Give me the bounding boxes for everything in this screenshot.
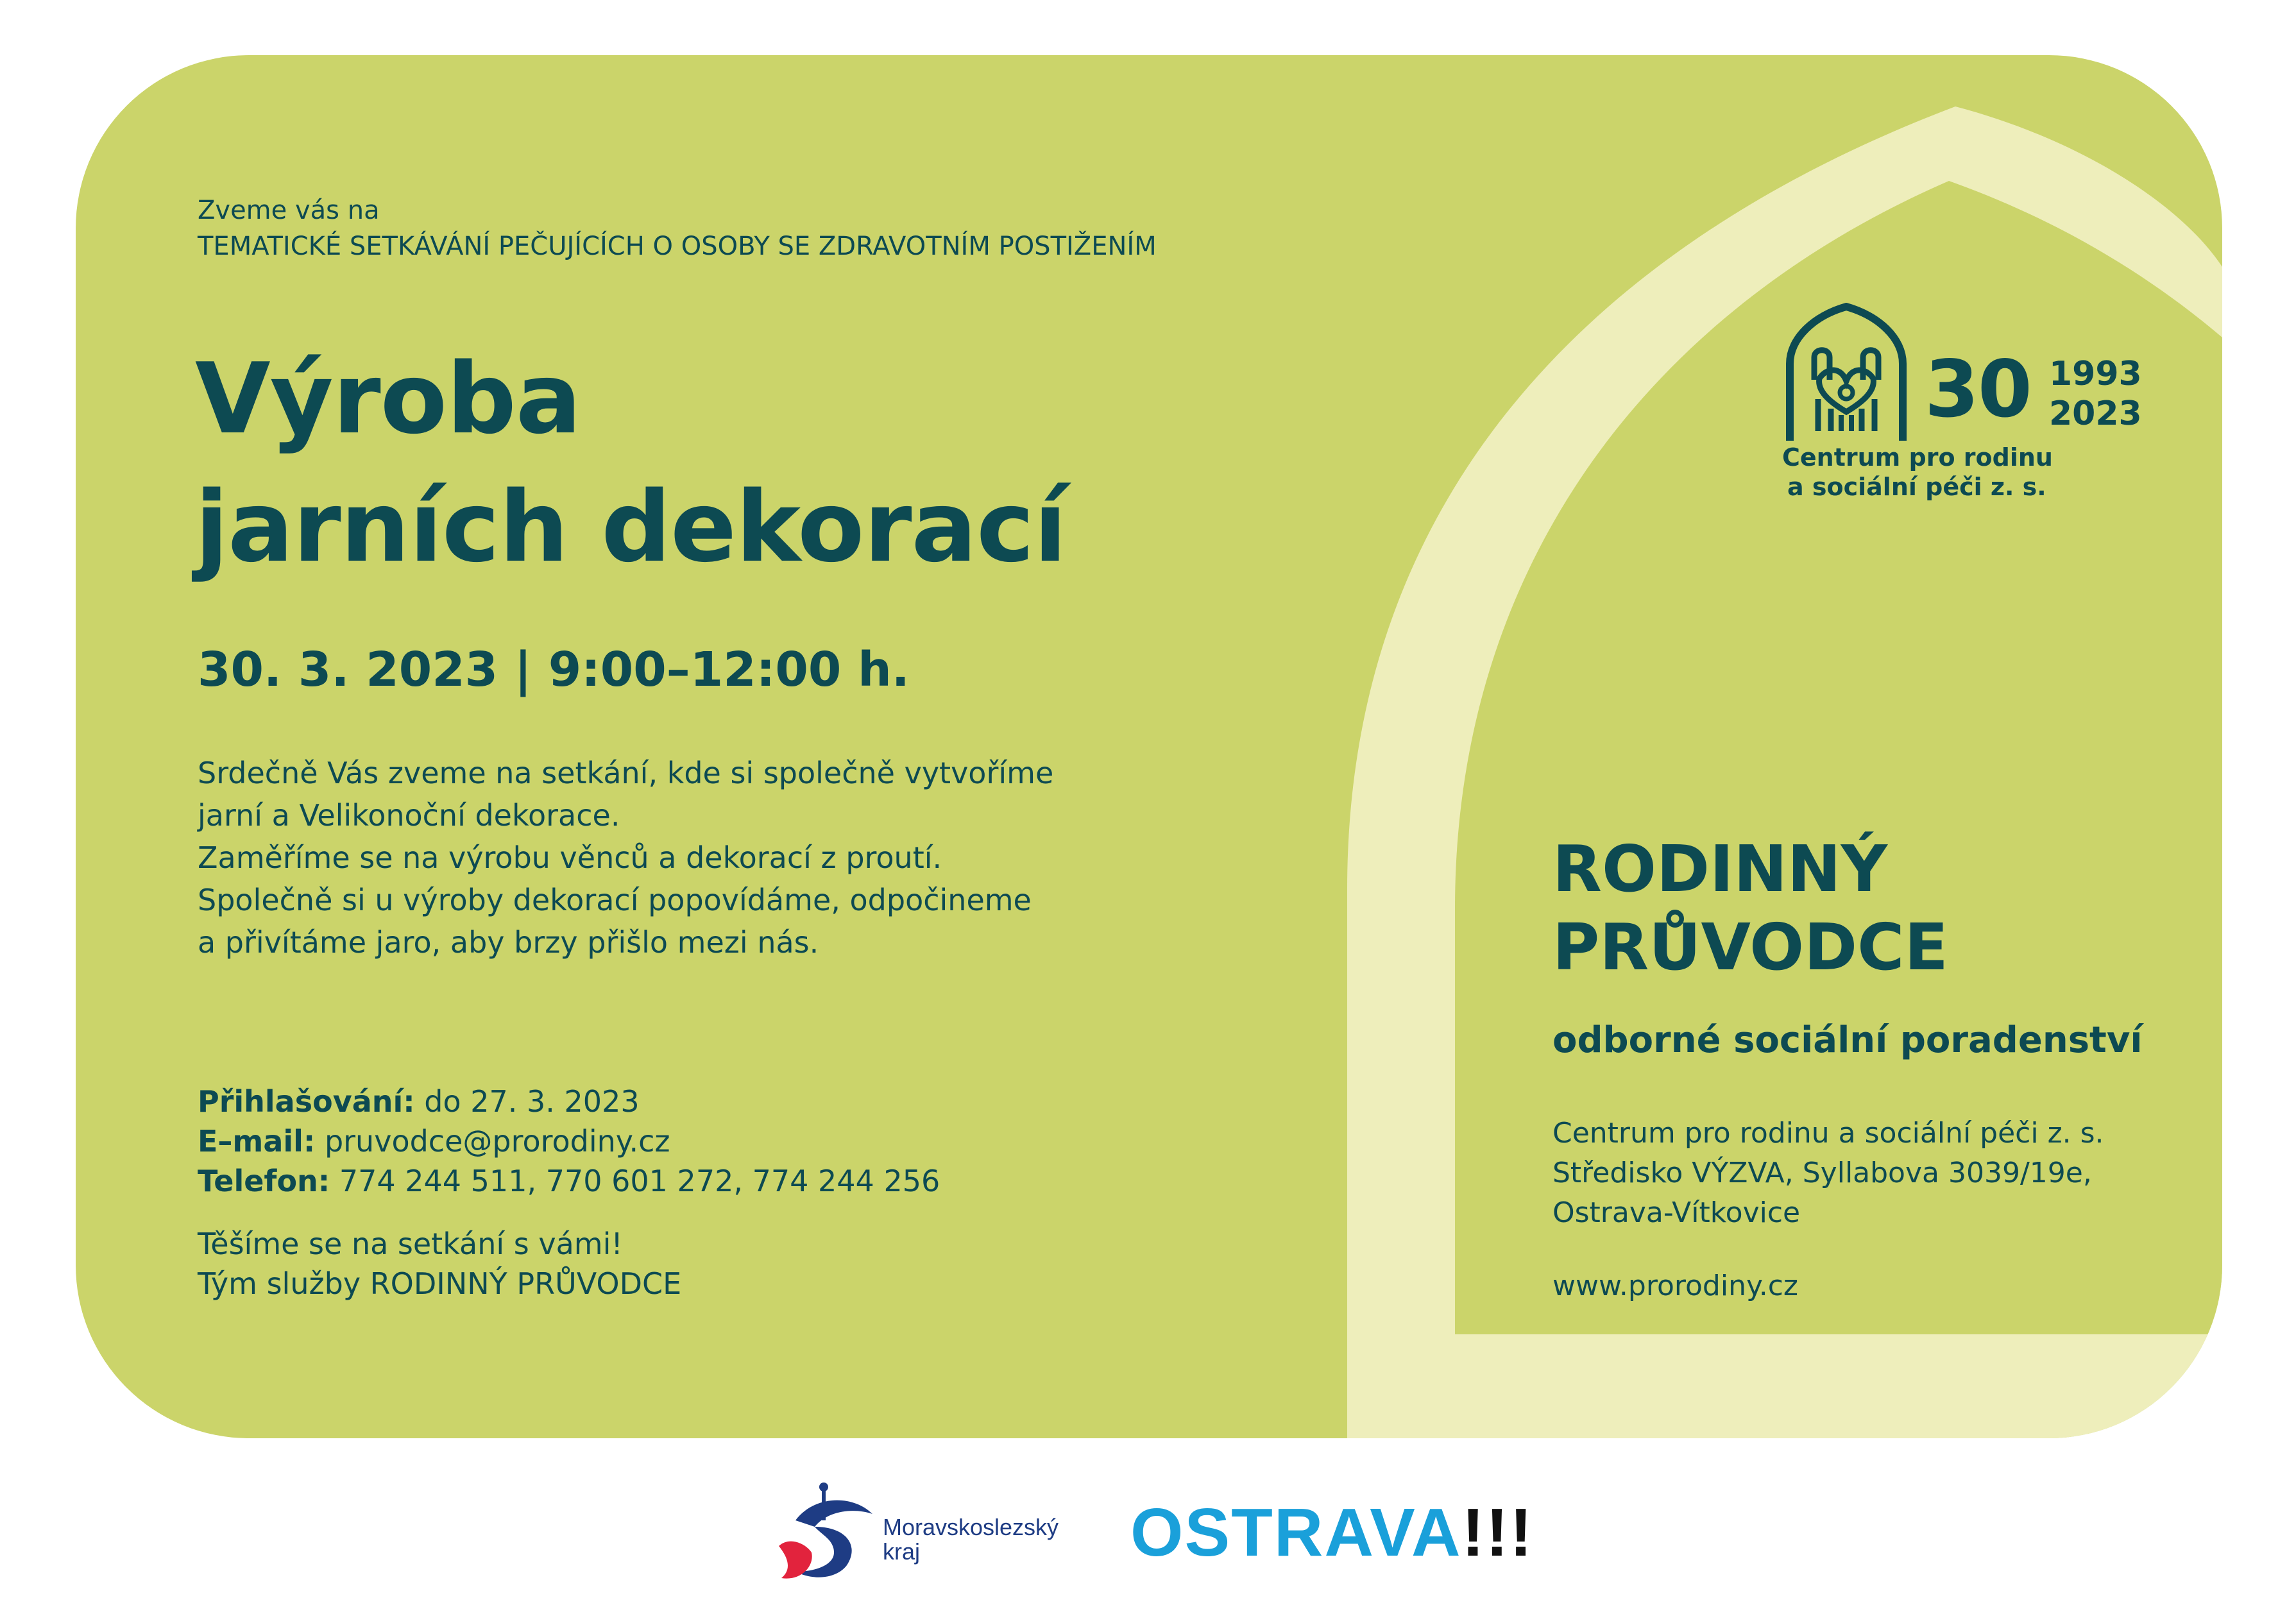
anniversary-number: 30 (1925, 344, 2031, 435)
contact-info (198, 1082, 940, 1201)
description-line: Zaměříme se na výrobu věnců a dekorací z proutí. (198, 840, 942, 875)
ostrava-logo (1130, 1497, 1533, 1568)
anniversary-years (2049, 354, 2142, 434)
msk-label-line-1: Moravskoslezský (883, 1514, 1059, 1540)
event-title (195, 335, 1066, 591)
invitation-card (76, 55, 2222, 1438)
invitation-intro (198, 192, 1157, 264)
organization-address (1552, 1114, 2104, 1233)
registration-row (198, 1082, 940, 1121)
email-label: E–mail: (198, 1124, 316, 1159)
service-name-line-2: PRŮVODCE (1552, 910, 1948, 985)
service-subtitle: odborné sociální poradenství (1552, 1019, 2143, 1061)
invite-line: Zveme vás na (198, 196, 380, 225)
moravskoslezsky-kraj-logo (776, 1475, 1078, 1597)
description-line: Srdečně Vás zveme na setkání, kde si společně vytvoříme (198, 756, 1054, 790)
closing-message (198, 1224, 681, 1304)
closing-line-2: Tým služby RODINNÝ PRŮVODCE (198, 1266, 682, 1301)
description-line: a přivítáme jaro, aby brzy přišlo mezi nás. (198, 925, 819, 960)
organization-name (1782, 443, 2053, 502)
closing-line-1: Těšíme se na setkání s vámi! (198, 1227, 623, 1261)
service-name (1552, 830, 1948, 987)
address-line-2: Středisko VÝZVA, Syllabova 3039/19e, (1552, 1157, 2092, 1189)
event-description (198, 752, 1053, 964)
event-datetime: 30. 3. 2023 | 9:00–12:00 h. (198, 642, 910, 697)
registration-label: Přihlašování: (198, 1084, 415, 1119)
phone-label: Telefon: (198, 1164, 330, 1198)
organization-name-line-1: Centrum pro rodinu (1782, 443, 2053, 472)
year-end: 2023 (2049, 395, 2142, 433)
description-line: jarní a Velikonoční dekorace. (198, 798, 620, 833)
title-line-1: Výroba (195, 342, 581, 455)
website-link[interactable]: www.prorodiny.cz (1552, 1270, 1799, 1302)
msk-emblem-icon (776, 1475, 879, 1591)
service-name-line-1: RODINNÝ (1552, 831, 1888, 906)
email-address[interactable]: pruvodce@prorodiny.cz (315, 1124, 670, 1159)
title-line-2: jarních dekorací (195, 470, 1067, 584)
ostrava-word: OSTRAVA (1130, 1495, 1462, 1570)
meeting-type: TEMATICKÉ SETKÁVÁNÍ PEČUJÍCÍCH O OSOBY SE ZDRAVOTNÍM POSTIŽENÍM (198, 232, 1157, 261)
organization-name-line-2: a sociální péči z. s. (1787, 473, 2046, 501)
phone-numbers: 774 244 511, 770 601 272, 774 244 256 (330, 1164, 940, 1198)
family-arch-icon (1782, 303, 1910, 444)
registration-deadline: do 27. 3. 2023 (414, 1084, 640, 1119)
description-line: Společně si u výroby dekorací popovídáme, odpočineme (198, 883, 1032, 917)
address-line-3: Ostrava-Vítkovice (1552, 1196, 1801, 1229)
organization-logo (1782, 303, 2222, 579)
ostrava-exclamations: !!! (1461, 1495, 1534, 1570)
year-start: 1993 (2049, 355, 2142, 393)
phone-row (198, 1161, 940, 1201)
address-line-1: Centrum pro rodinu a sociální péči z. s. (1552, 1117, 2104, 1150)
email-row (198, 1121, 940, 1161)
msk-label (883, 1515, 1059, 1564)
msk-label-line-2: kraj (883, 1538, 921, 1565)
